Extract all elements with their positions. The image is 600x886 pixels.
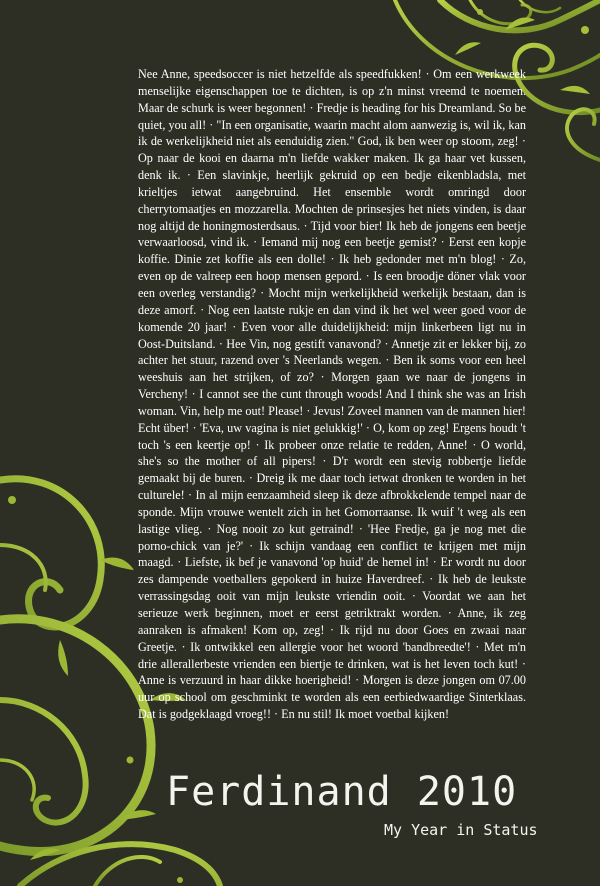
- poster-title: Ferdinand 2010: [166, 769, 518, 815]
- status-updates-text: Nee Anne, speedsoccer is niet hetzelfde als speedfukken! · Om een werkweek menselijke eigenschappen toe te dichten, is op z'n minst vreemd te noemen. Maar de schurk is weer begonnen! · Fredje is heading for his Dreamland. So be quiet, you all! · "In een organisatie, waarin macht alom aanwezig is, wil ik, kan ik de werkelijkheid niet als eenduidig zien." God, ik ben weer op stoom, zeg! · Op naar de kooi en daarna m'n liefde wakker maken. Ik ga haar vet kussen, denk ik. · Een slavinkje, heerlijk gekruid op een bedje eikenbladsla, met krieltjes ietwat aangebruind. Het ensemble wordt omringd door cherrytomaatjes en mozzarella. Mochten de prinsesjes het niets vinden, is daar nog altijd de honingmosterdsaus. · Tijd voor bier! Ik heb de jongens een beetje verwaarloosd, vind ik. · Iemand mij nog een beetje gemist? · Eerst een kopje koffie. Dinie zet koffie als een dolle! · Ik heb gedonder met m'n blog! · Zo, even op de valreep een hoop mensen gepord. · Is een broodje döner vlak voor een overleg verstandig? · Mocht mijn werkelijkheid werkelijk bestaan, dan is deze amorf. · Nog een laatste rukje en dan vind ik het wel weer goed voor de komende 20 jaar! · Even voor alle duidelijkheid: mijn linkerbeen ligt nu in Oost-Duitsland. · Hee Vin, nog gestift vanavond? · Annetje zit er lekker bij, zo achter het stuur, razend over 's Neerlands wegen. · Ben ik soms voor een heel weeshuis aan het strijken, of zo? · Morgen gaan we naar de jongens in Vercheny! · I cannot see the cunt through woods! And I think she was an Irish woman. Vin, help me out! Please! · Jevus! Zoveel mannen van de mannen hier! Echt über! · 'Eva, uw vagina is niet gelukkig!' · O, kom op zeg! Ergens houdt 't toch 's een keertje op! · Ik probeer onze relatie te redden, Anne! · O world, she's so the mother of all pipers! · D'r wordt een stevig robbertje liefde gemaakt bij de buren. · Dreig ik me daar toch ietwat dronken te worden in het culturele! · In al mijn eenzaamheid sleep ik deze afbrokkelende tempel naar de sponde. Mijn vrouwe wentelt zich in het Gomorraanse. Ik wuif 't weg als een lastige vlieg. · Nog nooit zo kut getraind! · 'Hee Fredje, ga je nog met die porno-chick van je?' · Ik schijn vandaag een conflict te krijgen met mijn maagd. · Liefste, ik bef je vanavond 'op huid' de hemel in! · Er wordt nu door zes dampende voetballers gepokerd in huize Haverdreef. · Ik heb de leukste verrassingsdag ooit van mijn leukste vriendin ooit. · Voordat we aan het serieuze werk beginnen, moet er eerst getriktrakt worden. · Anne, ik zeg aanraken is afmaken! Kom op, zeg! · Ik rijd nu door Goes en zwaai naar Greetje. · Ik ontwikkel een allergie voor het woord 'bandbreedte'! · Met m'n drie allerallerbeste vrienden een biertje te drinken, wat is het leven toch kut! · Anne is verzuurd in haar dikke hoerigheid! · Morgen is deze jongen om 07.00 uur op school om geschminkt te worden als een eerbiedwaardige Sinterklaas. Dat is godgeklaagd vroeg!! · En nu stil! Ik moet voetbal kijken!: [138, 67, 526, 722]
- poster-subtitle: My Year in Status: [384, 821, 538, 839]
